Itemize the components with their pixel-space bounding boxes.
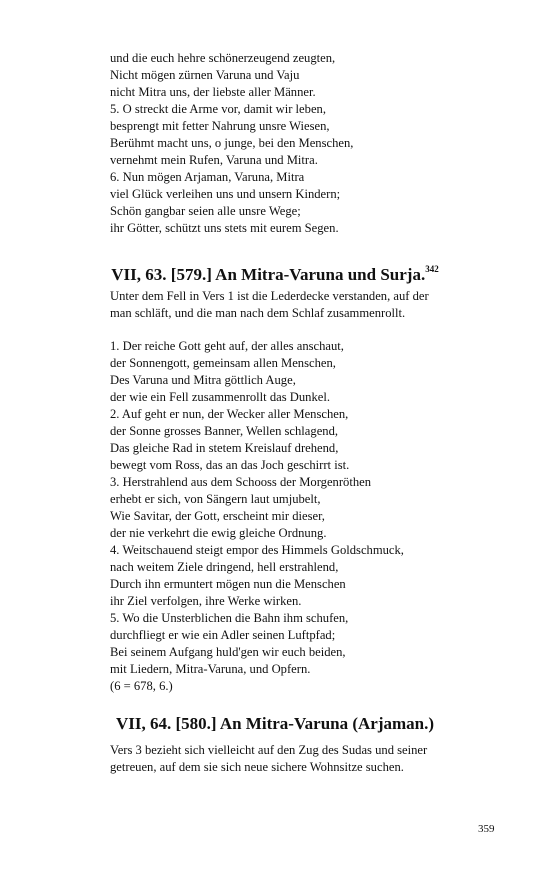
verse-line: Das gleiche Rad in stetem Kreislauf drehend, <box>110 441 339 455</box>
verse-line: nach weitem Ziele dringend, hell erstrahlend, <box>110 560 339 574</box>
verse-line: ihr Ziel verfolgen, ihre Werke wirken. <box>110 594 302 608</box>
top-verses <box>110 50 510 237</box>
intro-line: man schläft, und die man nach dem Schlaf zusammenrollt. <box>110 306 406 320</box>
hymn63-verses <box>110 338 510 695</box>
verse-line: der Sonnengott, gemeinsam allen Menschen, <box>110 356 336 370</box>
verse-line: der wie ein Fell zusammenrollt das Dunkel. <box>110 390 330 404</box>
verse-line: Des Varuna und Mitra göttlich Auge, <box>110 373 296 387</box>
verse-line: Schön gangbar seien alle unsre Wege; <box>110 204 301 218</box>
verse-line: 2. Auf geht er nun, der Wecker aller Menschen, <box>110 407 349 421</box>
verse-line: vernehmt mein Rufen, Varuna und Mitra. <box>110 153 318 167</box>
verse-line: Berühmt macht uns, o junge, bei den Menschen, <box>110 136 354 150</box>
verse-line: Wie Savitar, der Gott, erscheint mir dieser, <box>110 509 325 523</box>
verse-line: der Sonne grosses Banner, Wellen schlagend, <box>110 424 339 438</box>
verse-line: mit Liedern, Mitra-Varuna, und Opfern. <box>110 662 311 676</box>
verse-line: Durch ihn ermuntert mögen nun die Menschen <box>110 577 346 591</box>
verse-line: 4. Weitschauend steigt empor des Himmels Goldschmuck, <box>110 543 404 557</box>
hymn64-heading-text: VII, 64. [580.] An Mitra-Varuna (Arjaman.) <box>115 714 435 733</box>
footnote-mark: 342 <box>425 264 439 274</box>
verse-line: 6. Nun mögen Arjaman, Varuna, Mitra <box>110 170 305 184</box>
verse-line: Bei seinem Aufgang huld'gen wir euch beiden, <box>110 645 346 659</box>
verse-line: der nie verkehrt die ewig gleiche Ordnung. <box>110 526 327 540</box>
intro-line: Vers 3 bezieht sich vielleicht auf den Zug des Sudas und seiner <box>110 743 428 757</box>
hymn63-heading-text: VII, 63. [579.] An Mitra-Varuna und Surja. <box>111 265 426 284</box>
verse-line: 5. Wo die Unsterblichen die Bahn ihm schufen, <box>110 611 349 625</box>
verse-line: bewegt vom Ross, das an das Joch geschirrt ist. <box>110 458 350 472</box>
verse-line: besprengt mit fetter Nahrung unsre Wiesen, <box>110 119 330 133</box>
verse-line: Nicht mögen zürnen Varuna und Vaju <box>110 68 300 82</box>
page-number: 359 <box>478 823 495 835</box>
intro-line: getreuen, auf dem sie sich neue sichere Wohnsitze suchen. <box>110 760 404 774</box>
verse-line: viel Glück verleihen uns und unsern Kindern; <box>110 187 341 201</box>
verse-line: 5. O streckt die Arme vor, damit wir leben, <box>110 102 326 116</box>
verse-line: erhebt er sich, von Sängern laut umjubelt, <box>110 492 321 506</box>
verse-line: (6 = 678, 6.) <box>110 679 173 693</box>
hymn63-heading <box>0 259 550 285</box>
verse-line: 1. Der reiche Gott geht auf, der alles anschaut, <box>110 339 344 353</box>
verse-line: nicht Mitra uns, der liebste aller Männer. <box>110 85 316 99</box>
hymn63-intro <box>110 288 510 322</box>
verse-line: durchfliegt er wie ein Adler seinen Luftpfad; <box>110 628 336 642</box>
verse-line: 3. Herstrahlend aus dem Schooss der Morgenröthen <box>110 475 372 489</box>
intro-line: Unter dem Fell in Vers 1 ist die Lederdecke verstanden, auf der <box>110 289 429 303</box>
hymn64-heading <box>0 714 550 734</box>
verse-line: ihr Götter, schützt uns stets mit eurem Segen. <box>110 221 339 235</box>
hymn64-intro <box>110 742 510 776</box>
verse-line: und die euch hehre schönerzeugend zeugten, <box>110 51 336 65</box>
